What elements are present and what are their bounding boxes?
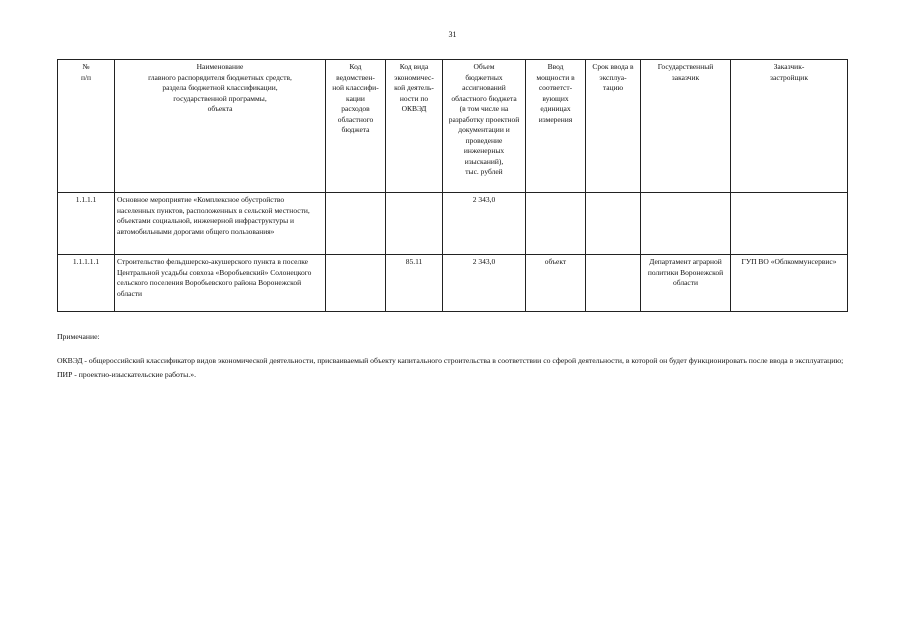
header-developer: Заказчик- застройщик: [731, 60, 848, 193]
header-capacity: Ввод мощности в соответст- вующих единицах измерения: [526, 60, 586, 193]
row-okved-code: 85.11: [386, 255, 443, 312]
header-state-customer: Государственный заказчик: [641, 60, 731, 193]
row-budget-volume: 2 343,0: [443, 193, 526, 255]
row-num: 1.1.1.1: [58, 193, 115, 255]
row-okved-code: [386, 193, 443, 255]
header-budget-volume: Объем бюджетных ассигнований областного бюджета (в том числе на разработку проектной документации и проведение инженерных изысканий), тыс. рублей: [443, 60, 526, 193]
table-row: [58, 255, 848, 312]
row-name: Строительство фельдшерско-акушерского пункта в поселке Центральной усадьбы совхоза «Воробьевский» Солонецкого сельского поселения Воробьевского района Воронежской области: [115, 255, 326, 312]
table-row: [58, 193, 848, 255]
header-commission-term: Срок ввода в эксплуа- тацию: [586, 60, 641, 193]
page-number: 31: [448, 30, 457, 39]
row-num: 1.1.1.1.1: [58, 255, 115, 312]
row-state-customer: Департамент аграрной политики Воронежской области: [641, 255, 731, 312]
row-capacity: объект: [526, 255, 586, 312]
row-budget-volume: 2 343,0: [443, 255, 526, 312]
row-department-code: [326, 193, 386, 255]
row-capacity: [526, 193, 586, 255]
row-department-code: [326, 255, 386, 312]
row-commission-term: [586, 193, 641, 255]
budget-table: [57, 59, 848, 312]
header-okved-code: Код вида экономичес- кой деятель- ности по ОКВЭД: [386, 60, 443, 193]
row-commission-term: [586, 255, 641, 312]
notes-title: Примечание:: [57, 332, 100, 341]
pir-note: ПИР - проектно-изыскательские работы.».: [57, 370, 196, 379]
header-department-code: Код ведомствен- ной классифи- кации расходов областного бюджета: [326, 60, 386, 193]
notes: [57, 331, 847, 383]
table-header-row: [58, 60, 848, 193]
header-num: № п/п: [58, 60, 115, 193]
okved-note: ОКВЭД - общероссийский классификатор видов экономической деятельности, присваиваемый объекту капитального строительства в соответствии со сферой деятельности, в которой он будет функционировать после ввода в эксплуатацию;: [57, 356, 844, 365]
row-developer: [731, 193, 848, 255]
row-name: Основное мероприятие «Комплексное обустройство населенных пунктов, расположенных в сельской местности, объектами социальной, инженерной инфраструктуры и автомобильными дорогами общего пользования»: [115, 193, 326, 255]
row-state-customer: [641, 193, 731, 255]
header-name: Наименование главного распорядителя бюджетных средств, раздела бюджетной классификации, государственной программы, объекта: [115, 60, 326, 193]
row-developer: ГУП ВО «Облкоммунсервис»: [731, 255, 848, 312]
